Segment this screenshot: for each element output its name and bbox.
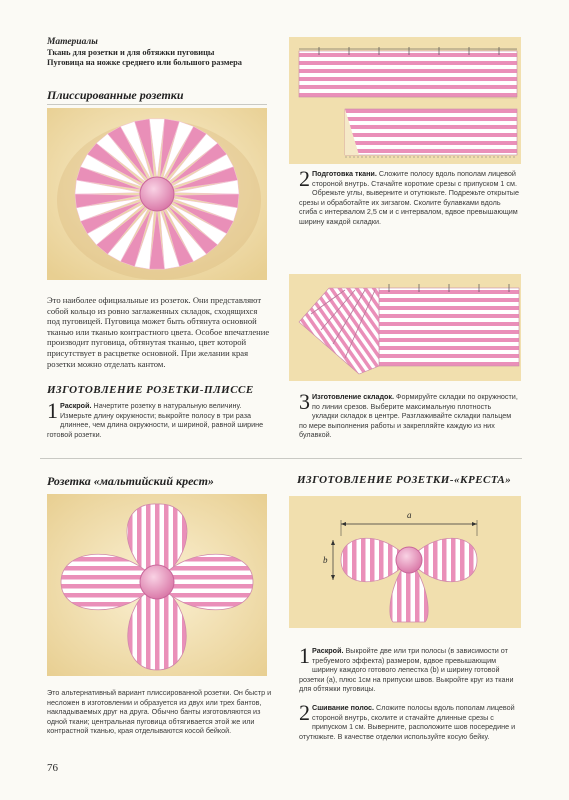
pleating-photo: [289, 274, 521, 381]
pleated-rosette-photo: [47, 108, 267, 280]
pleated-description: Это наиболее официальные из розеток. Они представляют собой кольцо из ровно заглаженных складок, сходящихся под пуговицей. Пуговица может быть обтянута основной тканью или тканью контрастного цвета. Особое впечатление производит пуговица, обтянутая тканью, цвет которой присутствует в расцветке основной. При желании края розетки можно отделать кантом.: [47, 295, 270, 369]
materials-title: Материалы: [47, 37, 98, 47]
cross-step-1: [299, 643, 519, 694]
cross-button: [140, 565, 174, 599]
step-3: [299, 389, 519, 440]
pleated-title: Плиссированные розетки: [47, 88, 184, 102]
pleated-rosette-illustration: [47, 108, 267, 280]
step-number: 2: [299, 700, 310, 725]
maltese-title: Розетка «мальтийский крест»: [47, 474, 214, 488]
maltese-description: Это альтернативный вариант плиссированной розетки. Он быстр и несложен в изготовлении и образуется из двух или трех бантов, накладываемых друг на друга. Обычно банты изготовляются из одной ткани; центральная пуговица обтягивается этой же или контрастной тканью, края отделываются косой бейкой.: [47, 688, 272, 736]
step-lead: Сшивание полос.: [312, 703, 374, 712]
step-number: 1: [47, 398, 58, 423]
fabric-strip-illustration: [289, 37, 521, 164]
page-number: 76: [47, 762, 58, 774]
dimension-b-label: b: [323, 555, 328, 565]
step-lead: Раскрой.: [312, 646, 344, 655]
pleating-illustration: [289, 274, 521, 381]
cross-diagram-photo: [289, 496, 521, 628]
fabric-strip-photo: [289, 37, 521, 164]
section-divider: [40, 458, 522, 459]
step-2: [299, 166, 519, 227]
maltese-photo: [47, 494, 267, 676]
pleated-title-rule: [47, 104, 267, 105]
maltese-cross-illustration: [47, 494, 267, 676]
step-lead: Изготовление складок.: [312, 392, 395, 401]
materials-block: [47, 37, 287, 68]
rosette-button: [140, 177, 174, 211]
dimension-a-label: a: [407, 510, 412, 520]
materials-line-2: Пуговица на ножке среднего или большого размера: [47, 58, 242, 67]
step-number: 2: [299, 166, 310, 191]
materials-line-1: Ткань для розетки и для обтяжки пуговицы: [47, 48, 215, 57]
step-number: 1: [299, 643, 310, 668]
making-pleated-step-1: [47, 398, 272, 439]
making-cross-title: ИЗГОТОВЛЕНИЕ РОЗЕТКИ-«КРЕСТА»: [297, 474, 512, 486]
step-text: Сложите полосы вдоль пополам лицевой стороной внутрь, сколите и стачайте длинные срезы с припуском 1 см. Выверните, расположите шов посередине и отутюжьте. В качестве отделки используйте косую бейку.: [299, 703, 516, 741]
step-lead: Подготовка ткани.: [312, 169, 377, 178]
step-text: Выкройте две или три полосы (в зависимости от требуемого эффекта) размером, вдвое превышающим ширину каждого готового лепестка (b) и ширину готовой розетки (a), плюс 1см на припуски швов. Выкройте круг из ткани для обтяжки пуговицы.: [299, 646, 514, 694]
step-text: Формируйте складки по окружности, по линии срезов. Выберите максимальную плотность укладки складок в центре. Разглаживайте складки пальцем по мере выполнения работы и закрепляйте каждую из них булавкой.: [299, 392, 518, 440]
step-text: Начертите розетку в натуральную величину. Измерьте длину окружности; выкройте полосу в три раза длиннее, чем длина окружности, и шириной, равной ширине готовой розетки.: [47, 401, 264, 439]
step-lead: Раскрой.: [60, 401, 92, 410]
cross-step-2: [299, 700, 519, 741]
step-number: 3: [299, 389, 310, 414]
making-pleated-title: ИЗГОТОВЛЕНИЕ РОЗЕТКИ-ПЛИССЕ: [47, 384, 254, 396]
step-text: Сложите полосу вдоль пополам лицевой стороной внутрь. Стачайте короткие срезы с припуском 1 см. Обрежьте углы, выверните и отутюжьте. Подрежьте открытые срезы и обработайте их зигзагом. Сколите булавками вдоль сгиба с интервалом 2,5 см и с интервалом, вдвое превышающим ширину каждой складки.: [299, 169, 519, 226]
